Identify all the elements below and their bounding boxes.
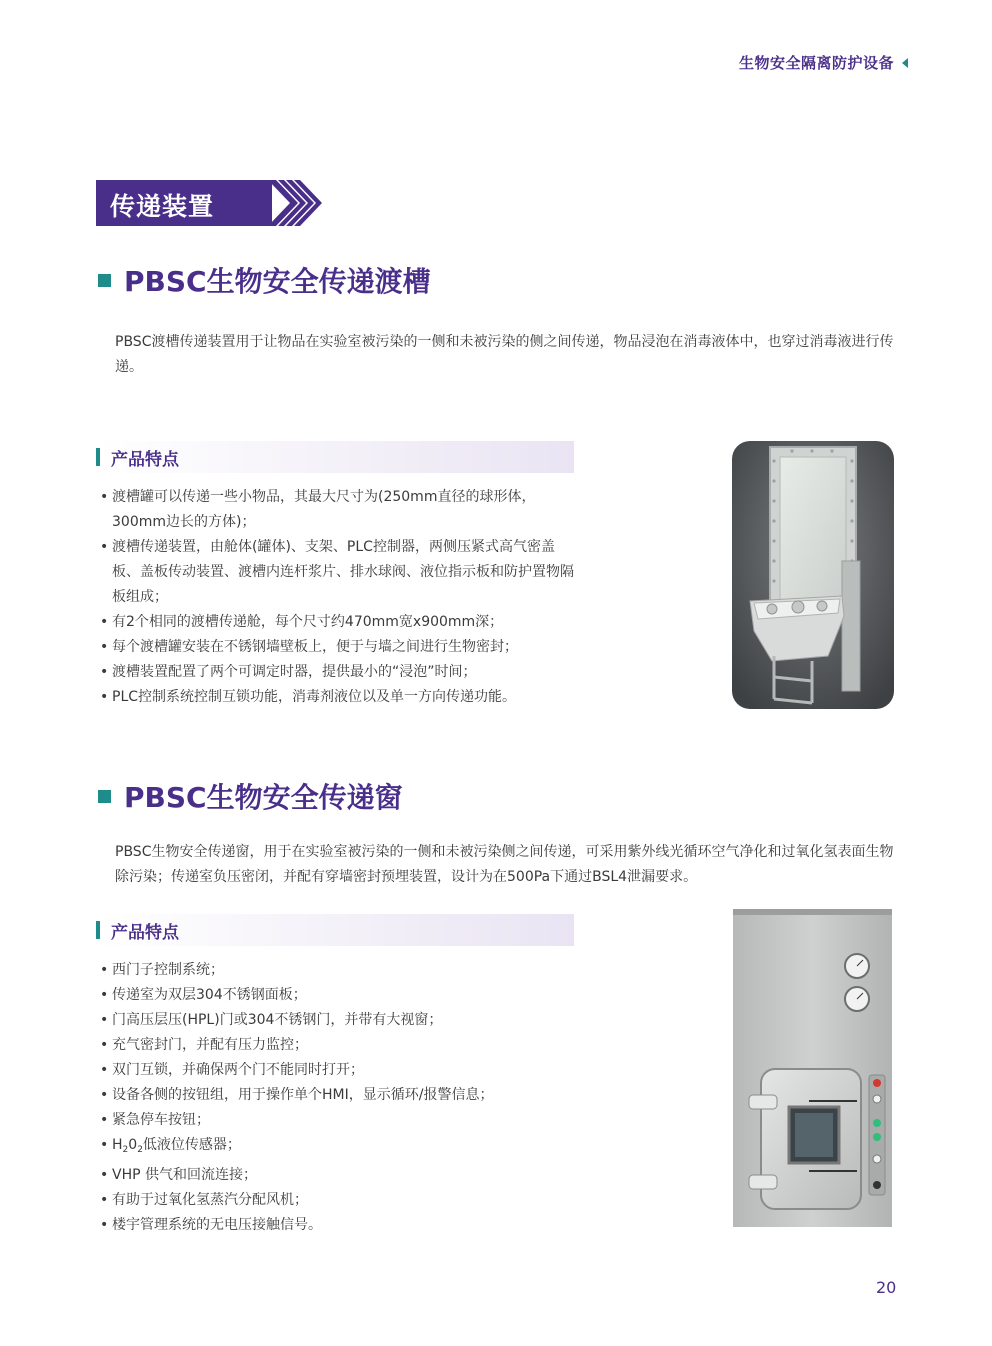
list-item: • 设备各侧的按钮组，用于操作单个HMI，显示循环/报警信息； <box>100 1083 580 1108</box>
list-item: • VHP 供气和回流连接； <box>100 1163 580 1188</box>
list-item: • 渡槽传递装置，由舱体(罐体)、支架、PLC控制器，两侧压紧式高气密盖板、盖板传动装置、渡槽内连杆浆片、排水球阀、液位指示板和防护置物隔板组成； <box>100 535 580 610</box>
product-title-1 <box>98 260 431 300</box>
triangle-left-icon <box>902 58 908 68</box>
product-title-2 <box>98 776 403 816</box>
list-item-h2o2 <box>100 1133 580 1163</box>
list-item: • 西门子控制系统； <box>100 958 580 983</box>
list-item: • 楼宇管理系统的无电压接触信号。 <box>100 1213 580 1238</box>
list-item: • 有助于过氧化氢蒸汽分配风机； <box>100 1188 580 1213</box>
list-item: • 紧急停车按钮； <box>100 1108 580 1133</box>
list-item: • 传递室为双层304不锈钢面板； <box>100 983 580 1008</box>
features-header-1 <box>96 441 574 473</box>
section-tab <box>96 180 326 226</box>
list-item: • 有2个相同的渡槽传递舱，每个尺寸约470mm宽x900mm深； <box>100 610 580 635</box>
h2o2-mid: 0 <box>128 1137 138 1153</box>
h2o2-sub-2: 2 <box>137 1145 143 1155</box>
h2o2-prefix: H <box>112 1137 123 1153</box>
list-item: • 渡槽罐可以传递一些小物品，其最大尺寸为(250mm直径的球形体，300mm边长的方体)； <box>100 485 580 535</box>
product-title-text: PBSC生物安全传递渡槽 <box>124 265 431 298</box>
page-header <box>739 52 908 73</box>
square-bullet-icon <box>98 790 111 803</box>
list-item: • 渡槽装置配置了两个可调定时器，提供最小的“浸泡”时间； <box>100 660 580 685</box>
h2o2-sub-1: 2 <box>122 1145 129 1155</box>
pass-box-image <box>733 909 892 1227</box>
h2o2-suffix: 低液位传感器； <box>142 1137 241 1153</box>
category-label: 生物安全隔离防护设备 <box>738 54 894 72</box>
list-item: • 门高压层压(HPL)门或304不锈钢门，并带有大视窗； <box>100 1008 580 1033</box>
accent-bar <box>96 921 100 939</box>
features-header-2 <box>96 914 574 946</box>
dunk-tank-image <box>732 441 894 709</box>
product-intro-2: PBSC生物安全传递窗，用于在实验室被污染的一侧和未被污染侧之间传递，可采用紫外线光循环空气净化和过氧化氢表面生物除污染；传递室负压密闭，并配有穿墙密封预埋装置，设计为在500Pa下通过BSL4泄漏要求。 <box>115 844 894 885</box>
features-label: 产品特点 <box>111 923 179 943</box>
square-bullet-icon <box>98 274 111 287</box>
features-list-2 <box>100 958 580 1238</box>
accent-bar <box>96 448 100 466</box>
product-title-text: PBSC生物安全传递窗 <box>124 781 403 814</box>
section-title: 传递装置 <box>110 192 215 221</box>
features-label: 产品特点 <box>111 450 179 470</box>
page-number: 20 <box>876 1278 897 1297</box>
features-list-1 <box>100 485 580 710</box>
list-item: • 双门互锁，并确保两个门不能同时打开； <box>100 1058 580 1083</box>
stripes-icon <box>268 180 322 226</box>
list-item: • 每个渡槽罐安装在不锈钢墙壁板上，便于与墙之间进行生物密封； <box>100 635 580 660</box>
list-item: • PLC控制系统控制互锁功能，消毒剂液位以及单一方向传递功能。 <box>100 685 580 710</box>
product-intro-1: PBSC渡槽传递装置用于让物品在实验室被污染的一侧和未被污染的侧之间传递，物品浸泡在消毒液体中，也穿过消毒液进行传递。 <box>115 334 894 375</box>
list-item: • 充气密封门，并配有压力监控； <box>100 1033 580 1058</box>
